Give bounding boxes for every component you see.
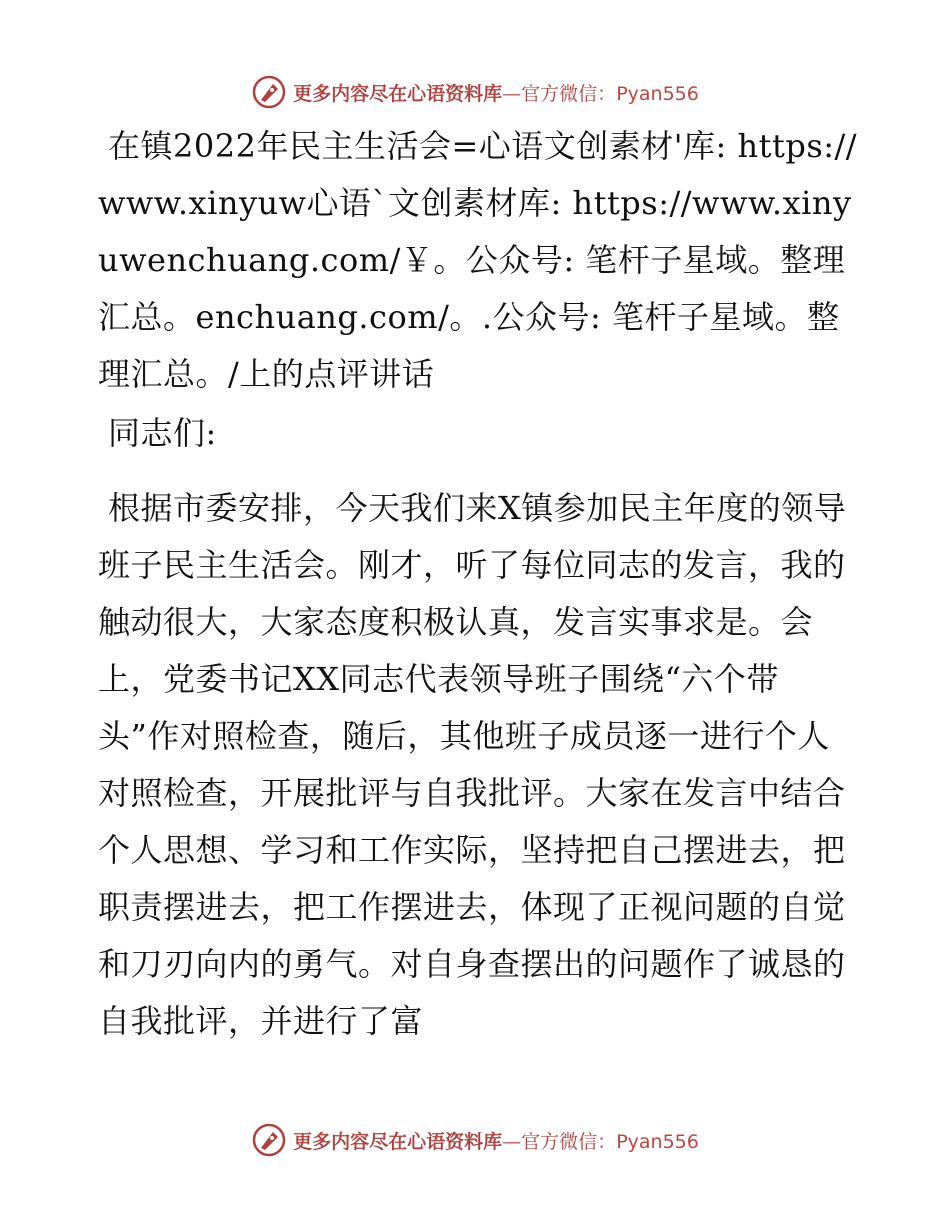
title-paragraph: 在镇2022年民主生活会=心语文创素材'库: https://www.xinyuw心语`文创素材库: https://www.xinyuwenchuang.com/￥。公众号: 笔杆子星域。整理汇总。enchuang.com/。.公众号: 笔杆子星域。整理汇总。/上的点评讲话 [98,127,858,393]
banner-wechat-label: 官方微信： [521,82,617,105]
banner-separator: — [502,1130,522,1153]
banner-separator: — [502,82,522,105]
body-paragraph: 根据市委安排，今天我们来X镇参加民主年度的领导班子民主生活会。刚才，听了每位同志的发言，我的触动很大，大家态度积极认真，发言实事求是。会上，党委书记XX同志代表领导班子围绕“六个带头”作对照检查，随后，其他班子成员逐一进行个人对照检查，开展批评与自我批评。大家在发言中结合个人思想、学习和工作实际，坚持把自己摆进去，把职责摆进去，把工作摆进去，体现了正视问题的自觉和刀刃向内的勇气。对自身查摆出的问题作了诚恳的自我批评，并进行了富 [98,489,847,1040]
banner-cta: 更多内容尽在心语资料库 [293,82,503,105]
document-body [98,118,858,1050]
banner-wechat-label: 官方微信： [521,1130,617,1153]
salutation: 同志们: [108,414,217,452]
pen-nib-logo-icon [251,1122,287,1158]
header-banner [0,70,950,114]
footer-banner [0,1118,950,1162]
banner-wechat-id: Pyan556 [616,82,699,105]
footer-banner-text [293,1127,699,1154]
banner-wechat-id: Pyan556 [616,1130,699,1153]
pen-nib-logo-icon [251,74,287,110]
banner-cta: 更多内容尽在心语资料库 [293,1130,503,1153]
header-banner-text [293,79,699,106]
